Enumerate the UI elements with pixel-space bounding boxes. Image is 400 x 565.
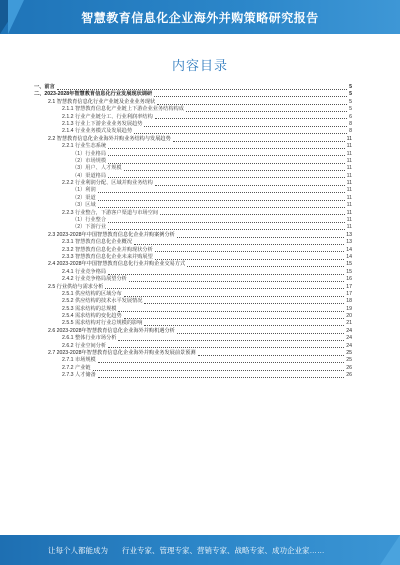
toc-entry-text: 2.4.1 行业竞争格局: [62, 268, 107, 275]
toc-leader-dots: [124, 170, 345, 171]
toc-leader-dots: [108, 177, 345, 178]
toc-entry-text: 2.3.3 智慧教育信息化企业未来并购展望: [62, 253, 153, 260]
toc-entry[interactable]: [34, 372, 352, 379]
toc-entry-text: （2）市场规模: [72, 157, 107, 164]
toc-leader-dots: [155, 259, 344, 260]
report-title: 智慧教育信息化企业海外并购策略研究报告: [81, 11, 319, 25]
toc-leader-dots: [108, 148, 345, 149]
toc-page-number: 18: [346, 298, 352, 305]
footer-slogan: 让每个人都能成为 行业专家、管理专家、营销专家、战略专家、成功企业家……: [48, 546, 325, 555]
toc-page-number: 11: [346, 157, 352, 164]
toc-page-number: 11: [346, 180, 352, 187]
toc-page-number: 5: [349, 91, 352, 98]
toc-page-number: 14: [346, 253, 352, 260]
toc-page-number: 8: [349, 128, 352, 135]
toc-leader-dots: [57, 89, 347, 90]
toc-entry-text: 2.1.2 行业产业链分工、行业利润率结构: [62, 113, 153, 120]
toc-leader-dots: [108, 222, 345, 223]
toc-leader-dots: [98, 207, 345, 208]
toc-entry-text: 2.2 智慧教育信息化企业海外并购业务结构与发展趋势: [48, 135, 171, 142]
toc-page-number: 21: [346, 320, 352, 327]
toc-entry[interactable]: [34, 91, 352, 98]
toc-entry-text: 2.6.2 行业空间分析: [62, 342, 107, 349]
toc-entry[interactable]: [34, 210, 352, 217]
toc-entry-text: 2.5.3 需求结构的总规模: [62, 305, 117, 312]
toc-entry-text: （1）利润: [72, 187, 96, 194]
toc-entry-text: 2.1.4 行业业务模式及发展趋势: [62, 128, 133, 135]
toc-page-number: 24: [346, 327, 352, 334]
toc-leader-dots: [155, 185, 345, 186]
toc-page-number: 8: [349, 120, 352, 127]
toc-page-number: 11: [346, 135, 352, 142]
toc-entry-text: 2.5 行业供给与需求分析: [48, 283, 104, 290]
toc-entry-text: （3）用户、人才规模: [72, 165, 122, 172]
toc-entry-text: （1）行业格局: [72, 150, 107, 157]
toc-entry-text: （2）渠道: [72, 194, 96, 201]
toc-page-number: 6: [349, 113, 352, 120]
toc-entry[interactable]: [34, 239, 352, 246]
toc-entry-text: 2.6 2023-2028年智慧教育信息化企业海外并购机遇分析: [48, 327, 175, 334]
toc-leader-dots: [118, 340, 344, 341]
toc-page-number: 16: [346, 276, 352, 283]
toc-entry-text: 2.5.5 需求结构对行业总规模的影响: [62, 320, 143, 327]
toc-leader-dots: [173, 141, 345, 142]
toc-page-number: 11: [346, 194, 352, 201]
toc-leader-dots: [108, 229, 345, 230]
footer-slogan-lead: 让每个人都能成为: [48, 546, 108, 555]
toc-leader-dots: [105, 288, 344, 289]
toc-page-number: 5: [349, 83, 352, 90]
toc-entry-text: 2.7 2023-2028年智慧教育信息化企业海外并购业务发展前景预测: [48, 350, 196, 357]
toc-entry-text: 2.1.3 行业上下游企业业务发展趋势: [62, 120, 143, 127]
toc-page-number: 11: [346, 224, 352, 231]
toc-page-number: 11: [346, 165, 352, 172]
toc-page-number: 11: [346, 143, 352, 150]
footer-role: 成功企业家……: [272, 546, 325, 555]
toc-entry-text: 2.7.2 产业链: [62, 364, 91, 371]
toc-entry-text: （4）渠道格局: [72, 172, 107, 179]
toc-entry[interactable]: [34, 128, 352, 135]
toc-leader-dots: [124, 296, 345, 297]
toc-entry[interactable]: [34, 321, 352, 328]
toc-leader-dots: [186, 111, 347, 112]
toc-heading: 内容目录: [171, 58, 228, 73]
toc-entry[interactable]: [34, 224, 352, 231]
toc-leader-dots: [108, 155, 345, 156]
toc-page-number: 11: [346, 187, 352, 194]
toc-entry-text: 2.2.3 行业整合，下游客户渠道与市场空间: [62, 209, 158, 216]
toc-leader-dots: [124, 318, 345, 319]
footer-role: 管理专家: [159, 546, 190, 555]
toc-leader-dots: [155, 251, 344, 252]
toc-entry-text: （2）下游行业: [72, 224, 107, 231]
toc-leader-dots: [98, 200, 345, 201]
toc-leader-dots: [134, 244, 344, 245]
toc-leader-dots: [98, 362, 344, 363]
toc-leader-dots: [134, 133, 347, 134]
toc-entry-text: 2.4 2023-2028年中国智慧教育信息化行业并购企业交易方式: [48, 261, 186, 268]
footer-role: 战略专家: [234, 546, 265, 555]
toc-page-number: 11: [346, 217, 352, 224]
toc-page-number: 11: [346, 209, 352, 216]
toc-entry-text: 2.1.1 智慧教育信息化产业链上下游企业业务结构构成: [62, 106, 184, 113]
toc-entry[interactable]: [34, 276, 352, 283]
footer-decor: [380, 535, 400, 565]
toc-entry-text: （3）区域: [72, 202, 96, 209]
toc-page-number: 11: [346, 150, 352, 157]
toc-leader-dots: [93, 370, 345, 371]
toc-entry[interactable]: [34, 335, 352, 342]
toc-entry[interactable]: [34, 343, 352, 350]
toc-page-number: 13: [346, 231, 352, 238]
toc-page-number: 11: [346, 202, 352, 209]
toc-entry-text: 2.7.3 人才储备: [62, 372, 96, 379]
toc-leader-dots: [187, 266, 344, 267]
toc-page-number: 19: [346, 305, 352, 312]
toc-leader-dots: [118, 311, 344, 312]
toc-leader-dots: [155, 118, 347, 119]
toc-leader-dots: [154, 96, 347, 97]
toc-entry-text: 2.5.2 供应结构的技术水平发展情况: [62, 298, 143, 305]
toc-page-number: 17: [346, 283, 352, 290]
footer-role: 营销专家: [197, 546, 227, 555]
toc-page-number: 15: [346, 261, 352, 268]
toc-entry-text: 2.5.4 需求结构的变化趋势: [62, 313, 122, 320]
footer-banner: [0, 535, 400, 565]
toc-page-number: 11: [346, 172, 352, 179]
toc-entry[interactable]: [34, 114, 352, 121]
toc-leader-dots: [160, 214, 345, 215]
toc-leader-dots: [108, 163, 345, 164]
toc-page-number: 25: [346, 357, 352, 364]
toc-page-number: 26: [346, 364, 352, 371]
toc-entry[interactable]: [34, 306, 352, 313]
toc-entry-text: 2.3.2 智慧教育信息化企业并购现状分析: [62, 246, 153, 253]
toc-page-number: 24: [346, 342, 352, 349]
toc-leader-dots: [129, 281, 344, 282]
toc-page-number: 5: [349, 106, 352, 113]
toc-leader-dots: [198, 355, 345, 356]
toc-entry-text: （1）行业整合: [72, 217, 107, 224]
toc-leader-dots: [108, 274, 344, 275]
toc-leader-dots: [144, 126, 347, 127]
toc-entry-text: 2.1 智慧教育信息化行业产业链及企业业务现状: [48, 98, 156, 105]
toc-entry[interactable]: [34, 202, 352, 209]
toc-entry[interactable]: [34, 151, 352, 158]
toc-page-number: 20: [346, 313, 352, 320]
toc-entry[interactable]: [34, 165, 352, 172]
toc-entry-text: 2.7.1 市场规模: [62, 357, 96, 364]
toc-page-number: 24: [346, 335, 352, 342]
toc-page-number: 5: [349, 98, 352, 105]
toc-entry[interactable]: [34, 298, 352, 305]
toc-entry-text: 2.3.1 智慧教育信息化企业概况: [62, 239, 133, 246]
toc-entry[interactable]: [34, 261, 352, 268]
toc-entry[interactable]: [34, 357, 352, 364]
toc-entry[interactable]: [34, 284, 352, 291]
toc-entry[interactable]: [34, 106, 352, 113]
toc-leader-dots: [144, 325, 344, 326]
toc-page-number: 26: [346, 372, 352, 379]
toc-entry[interactable]: [34, 247, 352, 254]
toc-page-number: 14: [346, 246, 352, 253]
toc-leader-dots: [157, 104, 347, 105]
table-of-contents: [34, 84, 352, 380]
toc-leader-dots: [177, 333, 344, 334]
toc-entry-text: 2.3 2023-2028年中国智慧教育信息化企业并购案例分析: [48, 231, 175, 238]
toc-entry-text: 2.4.2 行业竞争格局展望分析: [62, 276, 127, 283]
toc-entry-text: 2.6.1 整体行业市场分析: [62, 335, 117, 342]
toc-entry-text: 2.2.2 行业利润分配、区域并购业务结构: [62, 180, 153, 187]
toc-page-number: 15: [346, 268, 352, 275]
toc-entry-text: 二、2023-2028年智慧教育信息化行业发展现状调研: [34, 91, 153, 98]
toc-leader-dots: [98, 377, 344, 378]
toc-page-number: 13: [346, 239, 352, 246]
toc-page-number: 25: [346, 350, 352, 357]
toc-entry[interactable]: [34, 143, 352, 150]
toc-entry[interactable]: [34, 187, 352, 194]
toc-leader-dots: [144, 303, 344, 304]
header-banner: [0, 0, 400, 34]
toc-entry-text: 2.5.1 供应结构的区域分布: [62, 290, 122, 297]
toc-leader-dots: [108, 347, 344, 348]
toc-entry-text: 一、前言: [34, 83, 55, 90]
toc-leader-dots: [177, 237, 344, 238]
toc-entry-text: 2.2.1 行业生态系统: [62, 143, 107, 150]
toc-leader-dots: [98, 192, 345, 193]
toc-page-number: 17: [346, 290, 352, 297]
footer-role: 行业专家: [122, 546, 152, 555]
toc-entry[interactable]: [34, 173, 352, 180]
